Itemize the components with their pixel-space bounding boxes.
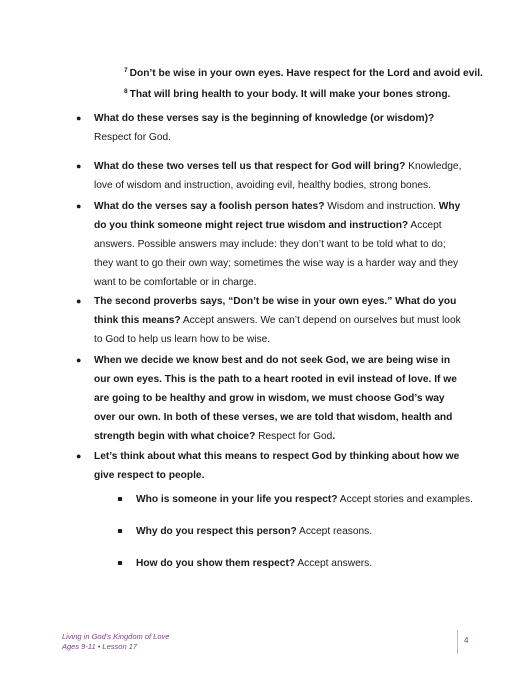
verse-text: That will bring health to your body. It will make your bones strong. bbox=[129, 89, 451, 100]
answer-text: Respect for God bbox=[255, 431, 333, 442]
answer-text: Knowledge, love of wisdom and instruction, avoiding evil, healthy bodies, strong bones. bbox=[94, 161, 462, 191]
bullet-icon: ● bbox=[76, 355, 82, 365]
verse-8 bbox=[124, 83, 504, 104]
page-footer bbox=[62, 632, 169, 652]
list-item bbox=[94, 351, 466, 446]
square-bullet-icon bbox=[118, 497, 122, 501]
answer-text: Accept answers. We can’t depend on ourselves but must look to God to help us learn how to be wise. bbox=[94, 315, 461, 345]
question-text: Who is someone in your life you respect? bbox=[136, 494, 338, 505]
answer-text: Wisdom and instruction. bbox=[324, 201, 439, 212]
answer-text: Accept answers. bbox=[295, 558, 373, 569]
question-text: How do you show them respect? bbox=[136, 558, 296, 569]
bullet-icon: ● bbox=[76, 201, 82, 211]
footer-subtitle: Ages 9-11 • Lesson 17 bbox=[62, 642, 138, 651]
question-text: The second proverbs says, “Don’t be wise in your own eyes.” What do you think this means? bbox=[94, 296, 457, 326]
bullet-icon: ● bbox=[76, 161, 82, 171]
question-text: What do these two verses tell us that respect for God will bring? bbox=[94, 161, 406, 172]
question-text: Why do you think someone might reject true wisdom and instruction? bbox=[94, 201, 461, 231]
list-item bbox=[94, 292, 466, 349]
list-item bbox=[94, 109, 466, 147]
list-item bbox=[94, 447, 466, 485]
square-bullet-icon bbox=[118, 561, 122, 565]
list-item bbox=[94, 197, 466, 292]
square-bullet-icon bbox=[118, 529, 122, 533]
bullet-icon: ● bbox=[76, 113, 82, 123]
answer-text: Respect for God. bbox=[94, 132, 172, 143]
verse-7 bbox=[124, 62, 504, 83]
verse-number: 7 bbox=[124, 67, 128, 74]
answer-text: Accept reasons. bbox=[296, 526, 373, 537]
bullet-icon: ● bbox=[76, 451, 82, 461]
answer-period: . bbox=[332, 431, 336, 442]
footer-title: Living in God’s Kingdom of Love bbox=[62, 632, 170, 641]
sub-list-item bbox=[136, 490, 476, 509]
question-text: What do these verses say is the beginning of knowledge (or wisdom)? bbox=[94, 113, 435, 124]
footer-divider bbox=[457, 630, 458, 654]
page-number: 4 bbox=[464, 636, 469, 645]
answer-text: Accept answers. Possible answers may include: they don’t want to be told what to do; they want to go their own way; sometimes the wise way is a harder way and they want to be comfortable or in charge. bbox=[94, 220, 459, 288]
question-text: What do the verses say a foolish person hates? bbox=[94, 201, 325, 212]
question-text: When we decide we know best and do not seek God, we are being wise in our own eyes. This is the path to a heart rooted in evil instead of love. If we are going to be healthy and grow in wisdom, we must choose God’s way over our own. In both of these verses, we are told that wisdom, health and strength begin with what choice? bbox=[94, 355, 457, 442]
sub-list-item bbox=[136, 522, 476, 541]
list-item bbox=[94, 157, 466, 195]
scripture-verses bbox=[124, 62, 504, 104]
question-text: Let’s think about what this means to respect God by thinking about how we give respect to people. bbox=[94, 451, 460, 481]
question-text: Why do you respect this person? bbox=[136, 526, 297, 537]
verse-number: 8 bbox=[124, 88, 128, 95]
answer-text: Accept stories and examples. bbox=[337, 494, 473, 505]
bullet-icon: ● bbox=[76, 296, 82, 306]
sub-list-item bbox=[136, 554, 476, 573]
verse-text: Don’t be wise in your own eyes. Have respect for the Lord and avoid evil. bbox=[129, 68, 483, 79]
